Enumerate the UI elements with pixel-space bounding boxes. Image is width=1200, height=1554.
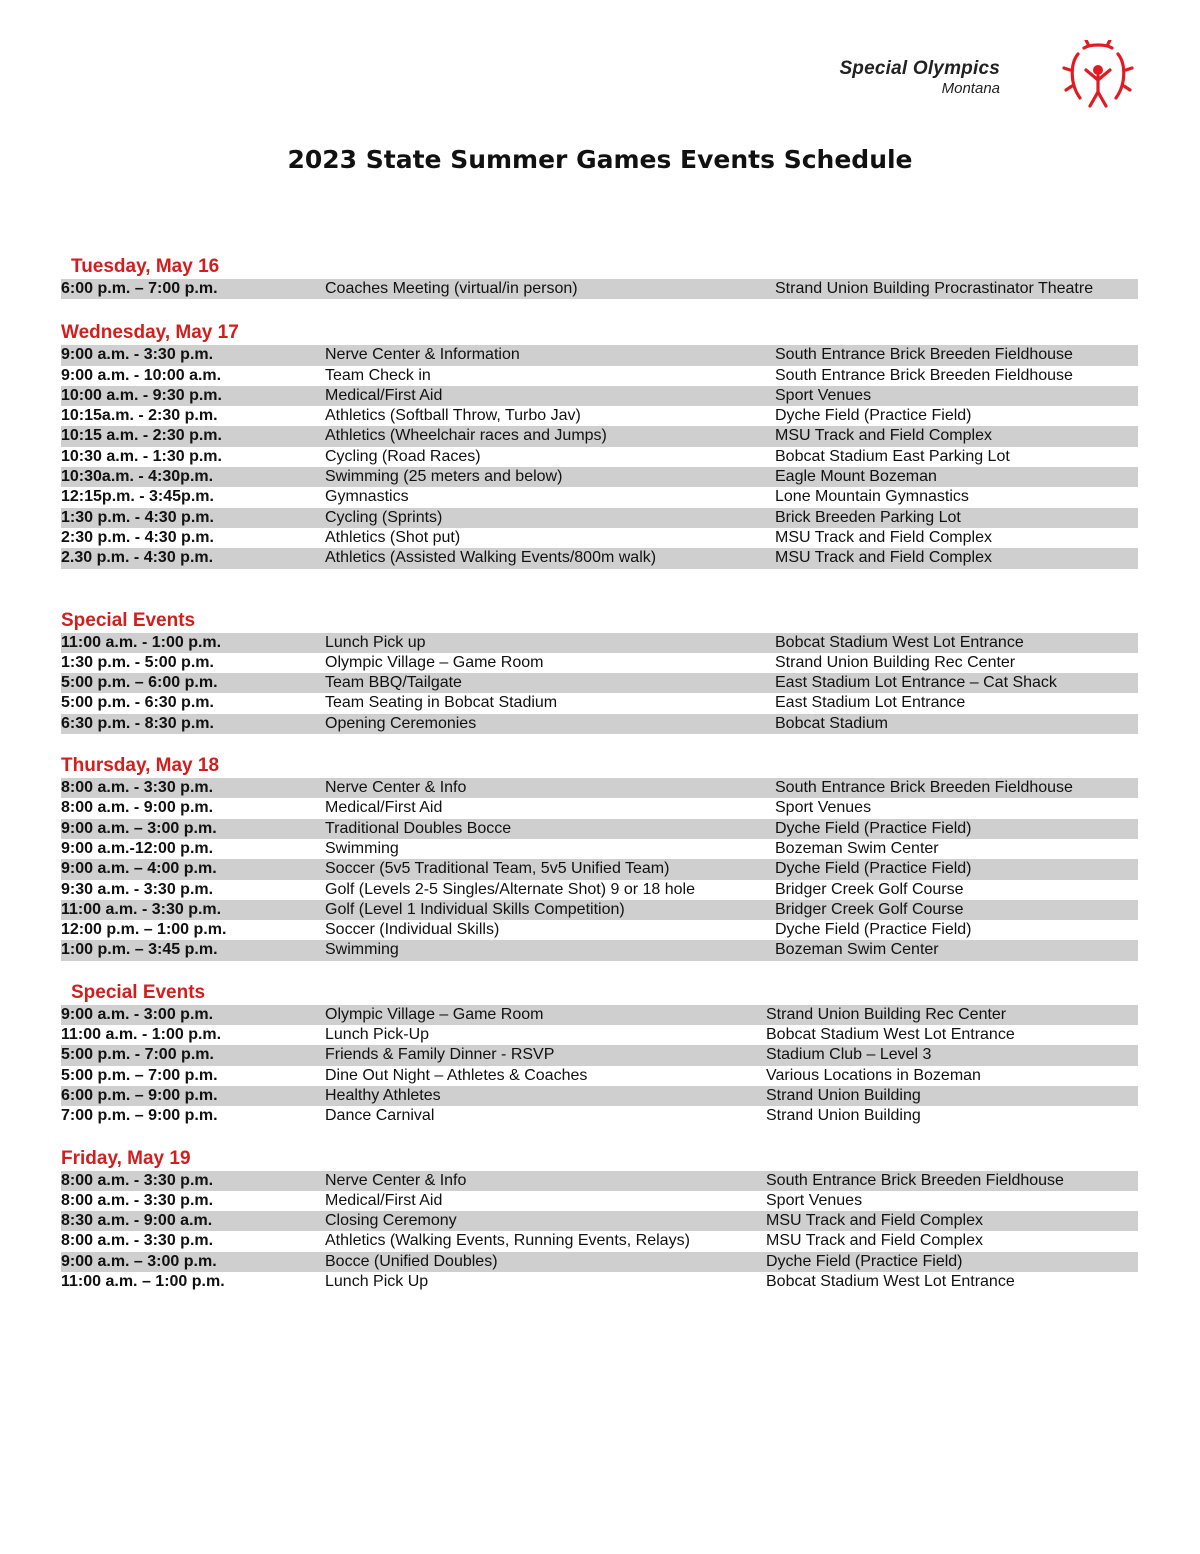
- schedule-row: [61, 279, 1138, 299]
- event-name: Opening Ceremonies: [325, 714, 477, 732]
- event-time: 9:00 a.m. - 3:30 p.m.: [61, 346, 214, 364]
- event-time: 7:00 p.m. – 9:00 p.m.: [61, 1107, 218, 1125]
- event-location: Eagle Mount Bozeman: [775, 468, 937, 486]
- event-time: 11:00 a.m. – 1:00 p.m.: [61, 1272, 225, 1290]
- section-title: Thursday, May 18: [61, 755, 220, 777]
- event-location: Sport Venues: [766, 1191, 863, 1209]
- event-location: Bozeman Swim Center: [775, 839, 939, 857]
- event-name: Lunch Pick up: [325, 633, 426, 651]
- event-time: 1:00 p.m. – 3:45 p.m.: [61, 941, 218, 959]
- event-location: MSU Track and Field Complex: [775, 427, 992, 445]
- logo-subname: Montana: [941, 80, 1000, 97]
- event-time: 5:00 p.m. – 6:00 p.m.: [61, 674, 218, 692]
- event-location: MSU Track and Field Complex: [775, 549, 992, 567]
- schedule-row: [61, 426, 1138, 446]
- event-location: MSU Track and Field Complex: [775, 528, 992, 546]
- event-location: South Entrance Brick Breeden Fieldhouse: [775, 346, 1073, 364]
- event-time: 5:00 p.m. - 7:00 p.m.: [61, 1046, 214, 1064]
- logo-name: Special Olympics: [839, 58, 1000, 79]
- event-location: MSU Track and Field Complex: [766, 1212, 983, 1230]
- event-location: East Stadium Lot Entrance – Cat Shack: [775, 674, 1057, 692]
- section-title: Tuesday, May 16: [71, 256, 220, 277]
- event-name: Lunch Pick-Up: [325, 1026, 430, 1044]
- event-time: 12:00 p.m. – 1:00 p.m.: [61, 921, 227, 939]
- event-name: Nerve Center & Information: [325, 346, 520, 364]
- schedule-section: [61, 754, 1138, 961]
- schedule-row: [61, 900, 1138, 920]
- logo-text: [839, 58, 1000, 97]
- event-location: Strand Union Building Procrastinator Theatre: [775, 280, 1094, 297]
- event-name: Gymnastics: [325, 488, 409, 506]
- event-location: East Stadium Lot Entrance: [775, 694, 966, 712]
- event-time: 11:00 a.m. - 1:00 p.m.: [61, 1026, 222, 1044]
- event-location: Bozeman Swim Center: [775, 941, 939, 959]
- event-name: Soccer (Individual Skills): [325, 921, 500, 939]
- event-time: 9:30 a.m. - 3:30 p.m.: [61, 880, 214, 898]
- event-name: Athletics (Shot put): [325, 528, 461, 546]
- section-title: Special Events: [61, 609, 196, 631]
- event-name: Swimming (25 meters and below): [325, 468, 563, 486]
- schedule-row: [61, 386, 1138, 406]
- event-name: Friends & Family Dinner - RSVP: [325, 1046, 555, 1064]
- schedule-row: [61, 447, 1138, 467]
- event-name: Olympic Village – Game Room: [325, 1005, 544, 1023]
- event-location: Bridger Creek Golf Course: [775, 900, 964, 918]
- event-time: 8:00 a.m. - 9:00 p.m.: [61, 799, 214, 817]
- event-time: 6:30 p.m. - 8:30 p.m.: [61, 714, 214, 732]
- schedule-row: [61, 819, 1138, 839]
- event-name: Athletics (Wheelchair races and Jumps): [325, 427, 607, 445]
- event-name: Athletics (Softball Throw, Turbo Jav): [325, 407, 581, 425]
- event-location: Stadium Club – Level 3: [766, 1046, 932, 1064]
- event-time: 12:15p.m. - 3:45p.m.: [61, 488, 214, 506]
- special-olympics-logo: [830, 40, 1150, 120]
- schedule-row: [61, 1066, 1138, 1086]
- schedule-row: [61, 880, 1138, 900]
- page-title: 2023 State Summer Games Events Schedule: [287, 145, 913, 174]
- event-location: Bobcat Stadium West Lot Entrance: [766, 1272, 1015, 1290]
- event-name: Closing Ceremony: [325, 1212, 457, 1230]
- event-time: 9:00 a.m. – 3:00 p.m.: [61, 819, 217, 837]
- event-location: Bobcat Stadium West Lot Entrance: [775, 633, 1024, 651]
- event-time: 1:30 p.m. - 5:00 p.m.: [61, 653, 214, 671]
- event-name: Dine Out Night – Athletes & Coaches: [325, 1066, 588, 1084]
- schedule-row: [61, 798, 1138, 818]
- event-location: Bridger Creek Golf Course: [775, 880, 964, 898]
- schedule-section: [61, 255, 1138, 299]
- event-location: Bobcat Stadium East Parking Lot: [775, 447, 1010, 465]
- schedule-row: [61, 839, 1138, 859]
- schedule-row: [61, 528, 1138, 548]
- event-time: 2:30 p.m. - 4:30 p.m.: [61, 528, 214, 546]
- schedule-row: [61, 693, 1138, 713]
- event-name: Nerve Center & Info: [325, 779, 467, 797]
- schedule: [61, 255, 1138, 1292]
- event-time: 11:00 a.m. - 1:00 p.m.: [61, 633, 222, 651]
- section-title: Friday, May 19: [61, 1147, 191, 1169]
- event-location: Sport Venues: [775, 386, 872, 404]
- schedule-row: [61, 467, 1138, 487]
- schedule-row: [61, 1086, 1138, 1106]
- event-location: Strand Union Building Rec Center: [775, 653, 1016, 671]
- event-name: Medical/First Aid: [325, 799, 443, 817]
- schedule-row: [61, 1045, 1138, 1065]
- event-name: Traditional Doubles Bocce: [325, 819, 512, 837]
- schedule-row: [61, 920, 1138, 940]
- event-location: South Entrance Brick Breeden Fieldhouse: [775, 366, 1073, 384]
- event-name: Olympic Village – Game Room: [325, 653, 544, 671]
- schedule-row: [61, 1252, 1138, 1272]
- event-time: 10:30a.m. - 4:30p.m.: [61, 468, 214, 486]
- schedule-row: [61, 1005, 1138, 1025]
- schedule-section: [61, 981, 1138, 1127]
- event-name: Athletics (Assisted Walking Events/800m walk): [325, 549, 657, 567]
- event-location: Dyche Field (Practice Field): [775, 921, 972, 939]
- event-location: Sport Venues: [775, 799, 872, 817]
- event-time: 8:00 a.m. - 3:30 p.m.: [61, 779, 214, 797]
- event-time: 5:00 p.m. – 7:00 p.m.: [61, 1066, 218, 1084]
- event-name: Lunch Pick Up: [325, 1272, 429, 1290]
- event-location: Dyche Field (Practice Field): [775, 860, 972, 878]
- event-location: Dyche Field (Practice Field): [775, 407, 972, 425]
- event-time: 9:00 a.m. - 3:00 p.m.: [61, 1005, 214, 1023]
- event-time: 8:00 a.m. - 3:30 p.m.: [61, 1191, 214, 1209]
- event-time: 8:00 a.m. - 3:30 p.m.: [61, 1232, 214, 1250]
- schedule-row: [61, 673, 1138, 693]
- schedule-row: [61, 940, 1138, 960]
- schedule-row: [61, 633, 1138, 653]
- event-time: 9:00 a.m. – 4:00 p.m.: [61, 860, 217, 878]
- event-location: South Entrance Brick Breeden Fieldhouse: [775, 779, 1073, 797]
- event-name: Bocce (Unified Doubles): [325, 1252, 498, 1270]
- event-time: 10:15 a.m. - 2:30 p.m.: [61, 427, 222, 445]
- event-name: Cycling (Road Races): [325, 447, 481, 465]
- schedule-section: [61, 1147, 1138, 1293]
- event-name: Medical/First Aid: [325, 386, 443, 404]
- event-name: Team Check in: [325, 366, 431, 384]
- event-location: Dyche Field (Practice Field): [775, 819, 972, 837]
- event-time: 11:00 a.m. - 3:30 p.m.: [61, 900, 222, 918]
- schedule-row: [61, 1171, 1138, 1191]
- schedule-row: [61, 1231, 1138, 1251]
- event-location: South Entrance Brick Breeden Fieldhouse: [766, 1171, 1064, 1189]
- schedule-row: [61, 508, 1138, 528]
- schedule-row: [61, 1272, 1138, 1292]
- schedule-row: [61, 406, 1138, 426]
- schedule-row: [61, 487, 1138, 507]
- event-name: Medical/First Aid: [325, 1191, 443, 1209]
- schedule-row: [61, 345, 1138, 365]
- event-time: 10:30 a.m. - 1:30 p.m.: [61, 447, 222, 465]
- event-time: 10:00 a.m. - 9:30 p.m.: [61, 386, 222, 404]
- event-location: Brick Breeden Parking Lot: [775, 508, 961, 526]
- event-time: 9:00 a.m. – 3:00 p.m.: [61, 1252, 217, 1270]
- schedule-row: [61, 366, 1138, 386]
- event-name: Dance Carnival: [325, 1107, 435, 1125]
- schedule-row: [61, 653, 1138, 673]
- event-time: 5:00 p.m. - 6:30 p.m.: [61, 694, 214, 712]
- special-olympics-figure-icon: [1060, 40, 1136, 116]
- event-time: 1:30 p.m. - 4:30 p.m.: [61, 508, 214, 526]
- event-time: 6:00 p.m. – 7:00 p.m.: [61, 280, 218, 297]
- event-name: Athletics (Walking Events, Running Events, Relays): [325, 1232, 690, 1250]
- event-time: 9:00 a.m. - 10:00 a.m.: [61, 366, 222, 384]
- event-name: Healthy Athletes: [325, 1086, 441, 1104]
- event-time: 10:15a.m. - 2:30 p.m.: [61, 407, 218, 425]
- section-title: Special Events: [71, 981, 206, 1003]
- event-location: Dyche Field (Practice Field): [766, 1252, 963, 1270]
- event-location: Strand Union Building: [766, 1107, 921, 1125]
- event-time: 2.30 p.m. - 4:30 p.m.: [61, 549, 214, 567]
- event-name: Team Seating in Bobcat Stadium: [325, 694, 558, 712]
- event-location: Bobcat Stadium: [775, 714, 888, 732]
- schedule-row: [61, 778, 1138, 798]
- schedule-row: [61, 1025, 1138, 1045]
- event-name: Soccer (5v5 Traditional Team, 5v5 Unified Team): [325, 860, 670, 878]
- event-name: Coaches Meeting (virtual/in person): [325, 280, 578, 297]
- event-name: Nerve Center & Info: [325, 1171, 467, 1189]
- event-name: Golf (Level 1 Individual Skills Competition): [325, 900, 625, 918]
- schedule-row: [61, 1106, 1138, 1126]
- event-name: Swimming: [325, 941, 399, 959]
- event-time: 8:30 a.m. - 9:00 a.m.: [61, 1212, 213, 1230]
- schedule-row: [61, 548, 1138, 568]
- event-location: Strand Union Building: [766, 1086, 921, 1104]
- event-name: Swimming: [325, 839, 399, 857]
- event-location: Bobcat Stadium West Lot Entrance: [766, 1026, 1015, 1044]
- event-name: Golf (Levels 2-5 Singles/Alternate Shot) 9 or 18 hole: [325, 880, 695, 898]
- schedule-section: [61, 321, 1138, 568]
- event-time: 9:00 a.m.-12:00 p.m.: [61, 839, 214, 857]
- section-title: Wednesday, May 17: [61, 322, 239, 344]
- event-time: 6:00 p.m. – 9:00 p.m.: [61, 1086, 218, 1104]
- event-location: MSU Track and Field Complex: [766, 1232, 983, 1250]
- schedule-section: [61, 609, 1138, 734]
- schedule-row: [61, 859, 1138, 879]
- event-location: Various Locations in Bozeman: [766, 1066, 981, 1084]
- event-name: Cycling (Sprints): [325, 508, 443, 526]
- schedule-row: [61, 714, 1138, 734]
- schedule-row: [61, 1211, 1138, 1231]
- event-name: Team BBQ/Tailgate: [325, 674, 462, 692]
- event-location: Strand Union Building Rec Center: [766, 1005, 1007, 1023]
- event-location: Lone Mountain Gymnastics: [775, 488, 969, 506]
- schedule-row: [61, 1191, 1138, 1211]
- event-time: 8:00 a.m. - 3:30 p.m.: [61, 1171, 214, 1189]
